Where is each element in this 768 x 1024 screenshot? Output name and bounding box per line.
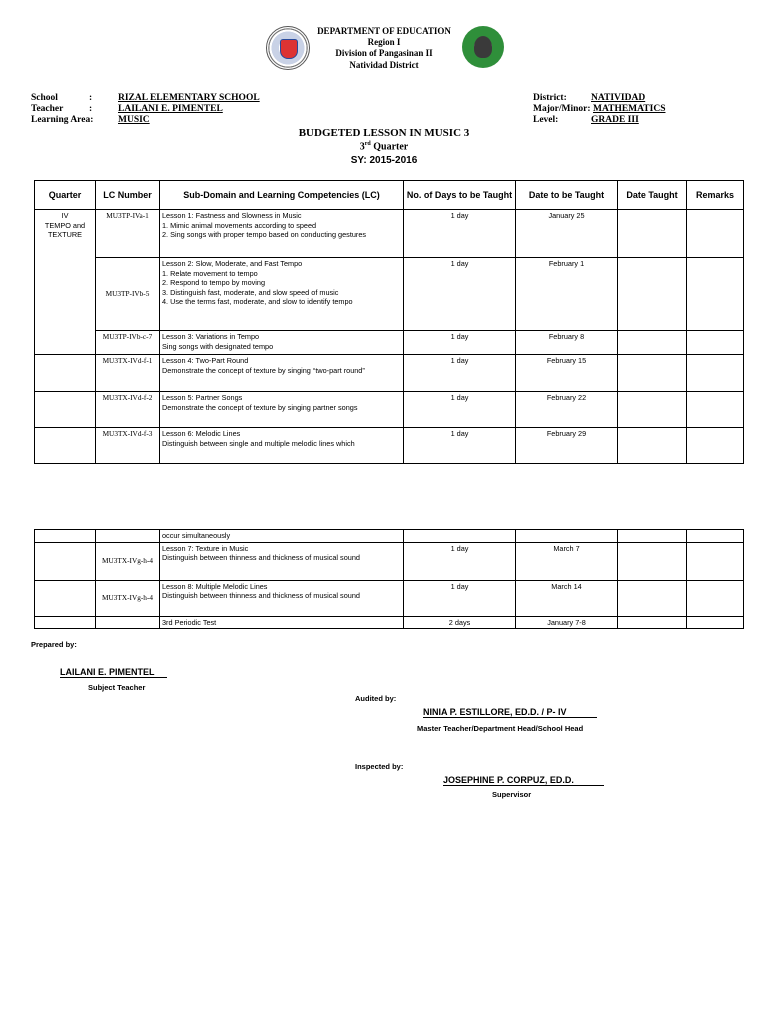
table-row bbox=[35, 331, 744, 355]
date-cell: February 8 bbox=[516, 331, 618, 355]
competency-cell: Lesson 3: Variations in Tempo Sing songs with designated tempo bbox=[160, 331, 404, 355]
date-cell: March 7 bbox=[516, 542, 618, 580]
teacher-label: Teacher bbox=[31, 104, 64, 114]
lc-number: MU3TX-IVd-f-1 bbox=[96, 355, 160, 392]
lc-number: MU3TX-IVg-h-4 bbox=[96, 542, 160, 580]
days-cell bbox=[404, 530, 516, 543]
date-cell: March 14 bbox=[516, 580, 618, 616]
table-row bbox=[35, 616, 744, 629]
days-cell: 1 day bbox=[404, 580, 516, 616]
header-subdomain: Sub-Domain and Learning Competencies (LC) bbox=[160, 181, 404, 210]
division: Division of Pangasinan II bbox=[335, 48, 433, 58]
level-value: GRADE III bbox=[591, 115, 639, 125]
teacher-colon: : bbox=[89, 104, 93, 114]
quarter-cell: IV TEMPO and TEXTURE bbox=[35, 210, 96, 355]
department-name: DEPARTMENT OF EDUCATION bbox=[317, 26, 451, 36]
lc-number bbox=[96, 616, 160, 629]
table-row bbox=[35, 428, 744, 464]
table-row bbox=[35, 258, 744, 331]
inspected-by-name: JOSEPHINE P. CORPUZ, ED.D. bbox=[443, 775, 604, 786]
budget-table-continued bbox=[34, 529, 744, 629]
level-label: Level: bbox=[533, 115, 559, 125]
date-cell bbox=[516, 530, 618, 543]
header-date-taught: Date Taught bbox=[618, 181, 687, 210]
district: Natividad District bbox=[349, 60, 419, 70]
header-days: No. of Days to be Taught bbox=[404, 181, 516, 210]
audited-by-role: Master Teacher/Department Head/School Head bbox=[417, 724, 584, 733]
date-taught-cell[interactable] bbox=[618, 210, 687, 258]
quarter-cell bbox=[35, 530, 96, 543]
major-minor-value: MATHEMATICS bbox=[593, 104, 666, 114]
competency-cell: Lesson 6: Melodic Lines Distinguish between single and multiple melodic lines which bbox=[160, 428, 404, 464]
lc-number bbox=[96, 530, 160, 543]
competency-cell: 3rd Periodic Test bbox=[160, 616, 404, 629]
quarter-cell bbox=[35, 580, 96, 616]
competency-cell: occur simultaneously bbox=[160, 530, 404, 543]
region: Region I bbox=[367, 37, 401, 47]
days-cell: 1 day bbox=[404, 542, 516, 580]
quarter-title: 3rd Quarter bbox=[359, 141, 409, 153]
quarter-cell bbox=[35, 616, 96, 629]
header-lc-number: LC Number bbox=[96, 181, 160, 210]
date-taught-cell[interactable] bbox=[618, 580, 687, 616]
remarks-cell[interactable] bbox=[687, 428, 744, 464]
lc-number: MU3TP-IVb-c-7 bbox=[96, 331, 160, 355]
quarter-cell bbox=[35, 542, 96, 580]
date-cell: January 25 bbox=[516, 210, 618, 258]
competency-cell: Lesson 4: Two-Part Round Demonstrate the concept of texture by singing “two-part round” bbox=[160, 355, 404, 392]
school-label: School bbox=[31, 93, 58, 103]
lc-number: MU3TX-IVd-f-2 bbox=[96, 392, 160, 428]
days-cell: 1 day bbox=[404, 331, 516, 355]
date-cell: February 1 bbox=[516, 258, 618, 331]
header-remarks: Remarks bbox=[687, 181, 744, 210]
date-cell: January 7-8 bbox=[516, 616, 618, 629]
days-cell: 2 days bbox=[404, 616, 516, 629]
lc-number: MU3TP-IVa-1 bbox=[96, 210, 160, 258]
date-cell: February 29 bbox=[516, 428, 618, 464]
remarks-cell[interactable] bbox=[687, 355, 744, 392]
learning-area-label: Learning Area: bbox=[31, 115, 94, 125]
table-row bbox=[35, 580, 744, 616]
remarks-cell[interactable] bbox=[687, 392, 744, 428]
remarks-cell[interactable] bbox=[687, 331, 744, 355]
remarks-cell[interactable] bbox=[687, 616, 744, 629]
date-taught-cell[interactable] bbox=[618, 355, 687, 392]
header-date-to-be-taught: Date to be Taught bbox=[516, 181, 618, 210]
lc-number: MU3TX-IVd-f-3 bbox=[96, 428, 160, 464]
competency-cell: Lesson 5: Partner Songs Demonstrate the concept of texture by singing partner songs bbox=[160, 392, 404, 428]
table-row bbox=[35, 355, 744, 392]
competency-cell: Lesson 8: Multiple Melodic Lines Distinguish between thinness and thickness of musical sound bbox=[160, 580, 404, 616]
learning-area-value: MUSIC bbox=[118, 115, 150, 125]
date-taught-cell[interactable] bbox=[618, 542, 687, 580]
inspected-by-role: Supervisor bbox=[492, 790, 532, 799]
days-cell: 1 day bbox=[404, 210, 516, 258]
remarks-cell[interactable] bbox=[687, 542, 744, 580]
audited-by-label: Audited by: bbox=[355, 694, 397, 703]
teacher-value: LAILANI E. PIMENTEL bbox=[118, 104, 223, 114]
budget-table bbox=[34, 180, 744, 464]
date-taught-cell[interactable] bbox=[618, 392, 687, 428]
date-cell: February 22 bbox=[516, 392, 618, 428]
table-row bbox=[35, 542, 744, 580]
lc-number: MU3TP-IVb-5 bbox=[96, 258, 160, 331]
audited-by-name: NINIA P. ESTILLORE, ED.D. / P- IV bbox=[423, 707, 597, 718]
major-minor-label: Major/Minor: bbox=[533, 104, 591, 114]
days-cell: 1 day bbox=[404, 258, 516, 331]
days-cell: 1 day bbox=[404, 392, 516, 428]
inspected-by-label: Inspected by: bbox=[355, 762, 404, 771]
competency-cell: Lesson 7: Texture in Music Distinguish between thinness and thickness of musical sound bbox=[160, 542, 404, 580]
prepared-by-name: LAILANI E. PIMENTEL bbox=[60, 667, 167, 678]
date-taught-cell[interactable] bbox=[618, 616, 687, 629]
date-taught-cell[interactable] bbox=[618, 428, 687, 464]
date-taught-cell[interactable] bbox=[618, 530, 687, 543]
school-colon: : bbox=[89, 93, 93, 103]
quarter-cell bbox=[35, 428, 96, 464]
date-cell: February 15 bbox=[516, 355, 618, 392]
district-label: District: bbox=[533, 93, 567, 103]
prepared-by-label: Prepared by: bbox=[31, 640, 77, 649]
date-taught-cell[interactable] bbox=[618, 258, 687, 331]
lc-number: MU3TX-IVg-h-4 bbox=[96, 580, 160, 616]
header-quarter: Quarter bbox=[35, 181, 96, 210]
table-row bbox=[35, 210, 744, 258]
competency-cell: Lesson 1: Fastness and Slowness in Music 1. Mimic animal movements according to speed 2. Sing songs with proper tempo based on conducting gestures bbox=[160, 210, 404, 258]
table-row bbox=[35, 530, 744, 543]
remarks-cell[interactable] bbox=[687, 530, 744, 543]
remarks-cell[interactable] bbox=[687, 580, 744, 616]
remarks-cell[interactable] bbox=[687, 258, 744, 331]
prepared-by-role: Subject Teacher bbox=[88, 683, 146, 692]
days-cell: 1 day bbox=[404, 355, 516, 392]
school-value: RIZAL ELEMENTARY SCHOOL bbox=[118, 93, 260, 103]
remarks-cell[interactable] bbox=[687, 210, 744, 258]
days-cell: 1 day bbox=[404, 428, 516, 464]
quarter-cell bbox=[35, 355, 96, 392]
quarter-cell bbox=[35, 392, 96, 428]
date-taught-cell[interactable] bbox=[618, 331, 687, 355]
school-year: SY: 2015-2016 bbox=[350, 155, 418, 166]
table-row bbox=[35, 392, 744, 428]
competency-cell: Lesson 2: Slow, Moderate, and Fast Tempo 1. Relate movement to tempo 2. Respond to tempo by moving 3. Distinguish fast, moderate, and slow speed of music 4. Use the terms fast, moderate, and slow to identify tempo bbox=[160, 258, 404, 331]
district-value: NATIVIDAD bbox=[591, 93, 646, 103]
document-title: BUDGETED LESSON IN MUSIC 3 bbox=[298, 127, 470, 139]
